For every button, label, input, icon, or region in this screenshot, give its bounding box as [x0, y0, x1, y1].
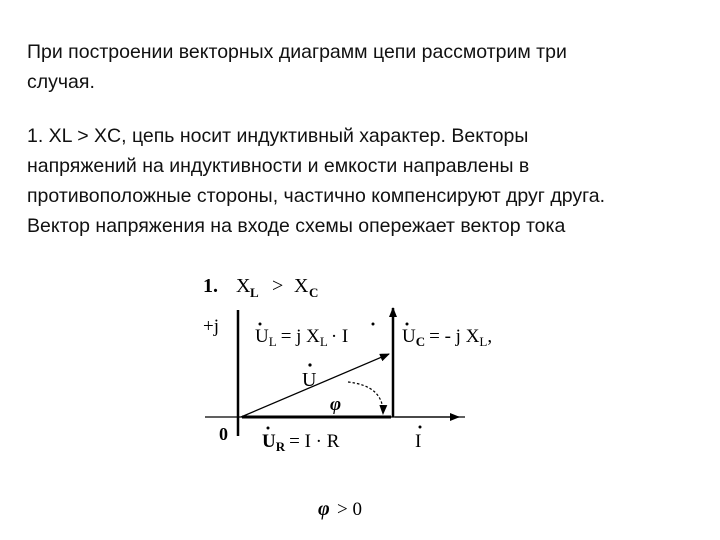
U-label: U	[302, 369, 317, 391]
UC-label: $U_C$ = - j $X_L$,	[402, 326, 493, 349]
intro-line-2: случая.	[27, 71, 95, 93]
condition-op: >	[272, 275, 284, 297]
case1-line-4: Вектор напряжения на входе схемы опережает вектор тока	[27, 215, 566, 237]
case1-line-1: 1. XL > XC, цепь носит индуктивный характер. Векторы	[27, 125, 529, 147]
phi-condition-symbol: φ	[318, 498, 330, 520]
phi-label: φ	[330, 394, 342, 415]
origin-label: 0	[219, 424, 228, 444]
UL-dot	[259, 323, 262, 326]
condition-left: X	[236, 275, 251, 297]
imaginary-axis-label: +j	[203, 316, 219, 337]
phi-arc	[348, 382, 383, 414]
U-dot	[308, 363, 311, 366]
I-dot	[419, 426, 422, 429]
I-dot-top	[372, 323, 375, 326]
case-number: 1.	[203, 275, 218, 297]
UR-label: $U_R = I \cdot R$	[262, 431, 340, 454]
intro-line-1: При построении векторных диаграмм цепи рассмотрим три	[27, 41, 567, 63]
case1-line-3: противоположные стороны, частично компенсируют друг друга.	[27, 185, 606, 207]
UC-dot	[406, 323, 409, 326]
phi-condition-op: > 0	[337, 499, 362, 520]
UL-label: $U_L = j$ $X_L \cdot I$	[255, 326, 349, 349]
condition-left-sub: L	[250, 285, 259, 300]
UR-dot	[267, 427, 270, 430]
UC-symbol: U	[402, 326, 416, 347]
condition-right: X	[294, 275, 309, 297]
I-label: I	[415, 431, 422, 452]
UL-symbol: U	[255, 326, 269, 347]
case1-line-2: напряжений на индуктивности и емкости направлены в	[27, 155, 530, 177]
condition-right-sub: C	[309, 285, 319, 300]
